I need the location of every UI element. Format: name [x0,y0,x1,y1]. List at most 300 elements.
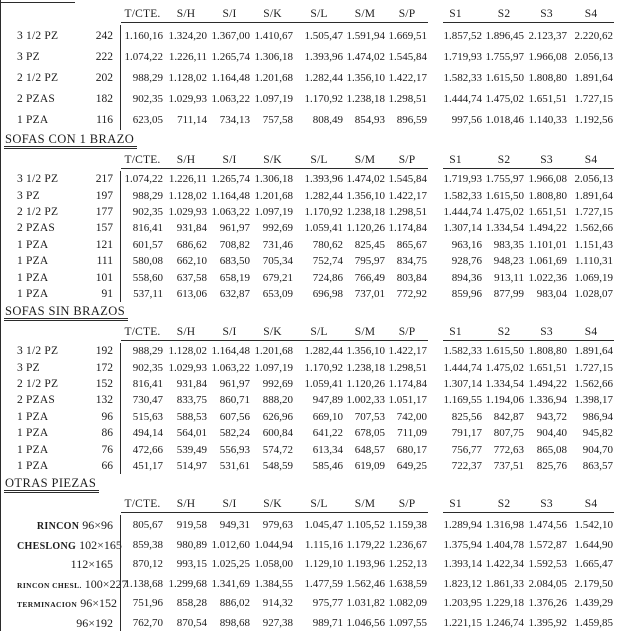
price-cell: 948,23 [493,255,524,268]
price-cell: 613,34 [312,443,343,456]
price-cell: 1.002,33 [346,394,385,407]
price-cell: 1.307,14 [443,222,482,235]
price-cell: 582,24 [219,427,250,440]
row-code: 242 [95,29,113,42]
column-header: S/L [310,326,328,339]
price-cell: 1.615,50 [485,189,524,202]
table-row [17,204,631,220]
price-cell: 865,67 [396,238,427,251]
price-cell: 859,96 [451,287,482,300]
price-cell: 1.282,44 [304,189,343,202]
price-cell: 1.404,78 [485,538,524,551]
price-cell: 2.123,37 [528,29,567,42]
row-code: 76 [101,443,113,456]
price-cell: 588,53 [176,410,207,423]
price-cell: 816,41 [132,222,163,235]
price-cell: 637,58 [176,271,207,284]
price-cell: 1.012,60 [211,538,250,551]
price-cell: 653,09 [262,287,293,300]
price-cell: 997,56 [451,113,482,126]
divider-line [113,343,121,359]
table-row [17,392,631,408]
row-code: 202 [95,71,113,84]
divider-line [113,554,121,574]
table-row [17,593,631,613]
price-cell: 1.422,17 [388,189,427,202]
price-cell: 863,57 [582,460,613,473]
price-cell: 1.170,92 [304,361,343,374]
price-cell: 751,96 [132,597,163,609]
row-code: 132 [95,394,113,407]
column-header: S/K [263,326,282,339]
column-header: S/K [263,154,282,166]
price-cell: 1.164,48 [211,189,250,202]
column-header: S1 [449,498,462,511]
divider-line [113,458,121,474]
price-cell: 808,49 [312,113,343,126]
price-cell: 1.638,59 [388,577,427,590]
row-code: 177 [95,205,113,218]
divider-line [113,593,121,613]
price-cell: 877,99 [493,287,524,300]
column-header: S3 [540,326,553,339]
column-header: S2 [497,498,511,511]
header-underline-left [121,168,428,169]
price-cell: 988,29 [132,189,163,202]
divider-line [113,253,121,269]
divider-line [113,392,121,408]
table-row [17,441,631,457]
price-cell: 1.289,94 [443,519,482,531]
price-cell: 696,98 [312,287,343,300]
price-cell: 1.719,93 [443,50,482,63]
price-cell: 1.966,08 [528,173,567,186]
column-header: S/M [354,498,376,511]
price-cell: 1.129,10 [304,558,343,570]
row-code: 121 [95,238,113,251]
price-cell: 1.384,55 [254,577,293,590]
price-cell: 752,74 [312,255,343,268]
price-cell: 1.572,87 [528,538,567,551]
price-cell: 1.051,17 [388,394,427,407]
price-cell: 1.755,97 [485,50,524,63]
price-cell: 1.375,94 [443,538,482,551]
piece-size: 100×227 [84,576,128,591]
price-cell: 1.179,22 [346,538,385,551]
price-cell: 807,75 [493,427,524,440]
table-row [17,46,631,67]
column-header: S4 [584,154,598,166]
price-cell: 816,41 [132,378,163,391]
price-cell: 1.727,15 [574,92,613,105]
price-cell: 734,13 [219,113,250,126]
column-header: T/CTE. [124,154,161,166]
price-cell: 992,69 [262,222,293,235]
price-cell: 678,05 [354,427,385,440]
price-cell: 1.376,26 [528,597,567,609]
row-code: 222 [95,50,113,63]
price-cell: 1.306,18 [254,50,293,63]
row-label [17,516,113,534]
divider-line [113,286,121,302]
price-cell: 945,82 [582,427,613,440]
price-cell: 514,97 [176,460,207,473]
price-cell: 1.159,38 [388,519,427,531]
price-cell: 1.097,19 [254,92,293,105]
price-cell: 1.174,84 [388,222,427,235]
price-cell: 737,01 [354,287,385,300]
price-cell: 1.891,64 [574,71,613,84]
divider-line [113,46,121,67]
row-label [17,594,118,612]
price-cell: 1.422,17 [388,345,427,358]
price-cell: 825,56 [451,410,482,423]
price-cell: 1.562,46 [346,577,385,590]
column-header-row [17,321,631,343]
row-label: 1 PZA [17,410,49,423]
price-cell: 1.058,00 [254,558,293,570]
price-cell: 980,89 [176,538,207,551]
price-cell: 1.045,47 [304,519,343,531]
price-cell: 947,89 [312,394,343,407]
column-header: S1 [449,8,462,20]
column-header: S/H [176,326,196,339]
table-row [17,253,631,269]
row-label [17,555,113,573]
table-row [17,425,631,441]
price-cell: 762,70 [132,616,163,629]
price-cell: 1.393,96 [304,173,343,186]
price-cell: 1.459,85 [574,616,613,629]
column-header: S1 [449,326,462,339]
price-cell: 1.592,53 [528,558,567,570]
price-cell: 1.727,15 [574,205,613,218]
price-cell: 1.475,02 [485,205,524,218]
table-row [17,376,631,392]
price-cell: 1.545,84 [388,173,427,186]
price-cell: 1.316,98 [485,519,524,531]
price-cell: 1.669,51 [388,29,427,42]
table-row [17,220,631,236]
price-cell: 1.410,67 [254,29,293,42]
price-cell: 1.238,18 [346,92,385,105]
price-cell: 648,57 [354,443,385,456]
column-header: S4 [584,498,598,511]
table-row [17,67,631,88]
price-cell: 683,50 [219,255,250,268]
price-cell: 1.063,22 [211,92,250,105]
price-cell: 865,08 [536,443,567,456]
price-cell: 1.334,54 [485,378,524,391]
price-cell: 795,97 [354,255,385,268]
divider-line [113,204,121,220]
row-code: 66 [101,460,113,473]
divider-line [113,535,121,555]
price-cell: 680,17 [396,443,427,456]
row-code: 101 [95,271,113,284]
price-cell: 1.044,94 [254,538,293,551]
row-code: 157 [95,222,113,235]
row-code: 86 [101,427,113,440]
price-cell: 1.194,06 [485,394,524,407]
price-cell: 1.018,46 [485,113,524,126]
price-cell: 722,37 [451,460,482,473]
piece-size: 96×192 [76,615,113,630]
row-label: 1 PZA [17,271,49,284]
divider-line [113,613,121,631]
column-header: S/H [176,498,196,511]
divider-line [113,269,121,285]
column-header: S/L [310,154,328,166]
row-label: 1 PZA [17,113,49,126]
price-cell: 1.398,17 [574,394,613,407]
price-cell: 1.644,90 [574,538,613,551]
price-cell: 1.823,12 [443,577,482,590]
price-cell: 1.203,95 [443,597,482,609]
price-cell: 766,49 [354,271,385,284]
row-code: 217 [95,173,113,186]
table-row [17,458,631,474]
price-cell: 989,71 [312,616,343,629]
column-header: S1 [449,154,462,166]
price-cell: 1.138,68 [124,577,163,590]
row-code: 96 [101,410,113,423]
price-cell: 669,10 [312,410,343,423]
row-code: 116 [96,113,113,126]
header-underline-left [121,512,428,513]
price-cell: 859,38 [132,538,163,551]
price-cell: 585,46 [312,460,343,473]
price-cell: 949,31 [219,519,250,531]
row-label: 2 1/2 PZ [17,205,59,218]
section-title: SOFAS CON 1 BRAZO [4,133,137,149]
column-header: S/P [398,154,416,166]
price-cell: 1.046,56 [346,616,385,629]
price-cell: 539,49 [176,443,207,456]
price-cell: 1.494,22 [528,222,567,235]
divider-line [113,515,121,535]
price-cell: 1.169,55 [443,394,482,407]
price-cell: 943,72 [536,410,567,423]
price-cell: 961,97 [219,222,250,235]
row-code: 111 [96,255,113,268]
piece-name: RINCON [36,521,80,532]
price-cell: 888,20 [262,394,293,407]
price-cell: 1.265,74 [211,173,250,186]
column-header: S3 [540,154,553,166]
price-cell: 894,36 [451,271,482,284]
price-cell: 983,35 [493,238,524,251]
price-cell: 1.110,31 [574,255,613,268]
price-cell: 825,45 [354,238,385,251]
divider-line [113,409,121,425]
price-cell: 979,63 [262,519,293,531]
section-title: SOFAS SIN BRAZOS [4,305,128,321]
price-cell: 531,61 [219,460,250,473]
price-cell: 1.226,11 [168,173,207,186]
price-cell: 558,60 [132,271,163,284]
column-header: S/I [222,8,237,20]
table-content [1,0,631,631]
table-row [17,574,631,594]
price-cell: 931,84 [176,222,207,235]
price-cell: 1.393,14 [443,558,482,570]
price-cell: 1.151,43 [574,238,613,251]
price-cell: 2.084,05 [528,577,567,590]
price-cell: 1.477,59 [304,577,343,590]
price-cell: 1.238,18 [346,205,385,218]
price-cell: 963,16 [451,238,482,251]
price-cell: 1.298,51 [388,361,427,374]
price-cell: 1.061,69 [528,255,567,268]
price-cell: 1.025,25 [211,558,250,570]
price-cell: 993,15 [176,558,207,570]
divider-line [113,171,121,187]
price-cell: 805,67 [132,519,163,531]
header-underline-right [443,340,614,341]
row-label: 1 PZA [17,287,49,300]
price-cell: 1.562,66 [574,378,613,391]
table-row [17,187,631,203]
price-cell: 1.201,68 [254,345,293,358]
price-cell: 1.505,47 [304,29,343,42]
price-cell: 658,19 [219,271,250,284]
price-cell: 711,14 [177,113,207,126]
price-cell: 1.755,97 [485,173,524,186]
price-cell: 1.966,08 [528,50,567,63]
piece-name: CHESLONG [17,540,77,552]
piece-size: 112×165 [70,557,113,571]
price-cell: 1.651,51 [528,361,567,374]
row-code: 192 [95,345,113,358]
price-cell: 613,06 [176,287,207,300]
price-cell: 902,35 [132,205,163,218]
price-cell: 1.356,10 [346,71,385,84]
table-row [17,343,631,359]
price-cell: 1.474,56 [528,519,567,531]
price-cell: 1.475,02 [485,361,524,374]
price-cell: 556,93 [219,443,250,456]
price-cell: 988,29 [132,71,163,84]
divider-line [113,187,121,203]
price-cell: 451,17 [132,460,163,473]
column-header: S4 [584,326,598,339]
column-header: S/M [354,326,376,339]
price-cell: 1.334,54 [485,222,524,235]
price-cell: 1.074,22 [124,50,163,63]
price-cell: 858,28 [176,597,207,609]
price-cell: 791,17 [451,427,482,440]
price-cell: 574,72 [262,443,293,456]
price-cell: 1.651,51 [528,205,567,218]
header-underline-right [443,168,614,169]
table-row [17,360,631,376]
price-cell: 679,21 [262,271,293,284]
price-cell: 1.651,51 [528,92,567,105]
price-cell: 825,76 [536,460,567,473]
price-cell: 1.201,68 [254,71,293,84]
price-cell: 649,25 [396,460,427,473]
column-header: S/L [310,8,328,20]
price-cell: 686,62 [176,238,207,251]
table-row [17,171,631,187]
price-cell: 730,47 [132,394,163,407]
price-cell: 1.808,80 [528,189,567,202]
table-row [17,554,631,574]
price-cell: 1.891,64 [574,189,613,202]
column-header-row [17,493,631,515]
price-cell: 833,75 [176,394,207,407]
section-title-wrap [5,474,631,493]
price-cell: 731,46 [262,238,293,251]
price-cell: 870,12 [132,558,163,570]
header-underline-left [121,22,428,23]
row-label: 3 1/2 PZ [17,173,59,186]
column-header: S2 [497,8,511,20]
row-label [17,614,113,631]
section-0 [17,3,631,130]
column-header: S3 [540,498,553,511]
price-cell: 1.128,02 [168,71,207,84]
price-cell: 1.356,10 [346,189,385,202]
price-cell: 1.444,74 [443,205,482,218]
table-row [17,535,631,555]
price-cell: 772,63 [493,443,524,456]
row-label: 3 PZ [17,50,40,63]
row-label: 1 PZA [17,460,49,473]
section-title-wrap [5,130,631,149]
price-cell: 1.097,19 [254,361,293,374]
row-code: 91 [101,287,113,300]
price-cell: 902,35 [132,361,163,374]
price-cell: 2.056,13 [574,173,613,186]
column-header: S/M [354,154,376,166]
price-cell: 919,58 [176,519,207,531]
row-code: 197 [95,189,113,202]
price-cell: 1.174,84 [388,378,427,391]
price-cell: 1.341,69 [211,577,250,590]
price-cell: 1.582,33 [443,345,482,358]
table-row [17,25,631,46]
price-cell: 780,62 [312,238,343,251]
price-cell: 898,68 [219,616,250,629]
divider-line [113,425,121,441]
price-cell: 772,92 [396,287,427,300]
price-cell: 1.028,07 [574,287,613,300]
divider-line [113,67,121,88]
price-cell: 870,54 [176,616,207,629]
price-cell: 1.140,33 [528,113,567,126]
section-2 [5,302,631,474]
price-cell: 641,22 [312,427,343,440]
price-cell: 1.115,16 [304,538,343,551]
price-cell: 756,77 [451,443,482,456]
piece-size: 96×96 [82,518,113,532]
price-cell: 961,97 [219,378,250,391]
price-cell: 2.220,62 [574,29,613,42]
price-cell: 1.444,74 [443,92,482,105]
price-cell: 1.474,02 [346,173,385,186]
price-cell: 842,87 [493,410,524,423]
row-label: 2 1/2 PZ [17,71,59,84]
column-header: S/I [222,154,237,166]
header-underline-right [443,512,614,513]
divider-line [113,237,121,253]
price-cell: 1.059,41 [304,222,343,235]
price-cell: 623,05 [132,113,163,126]
price-cell: 904,70 [582,443,613,456]
table-row [17,515,631,535]
